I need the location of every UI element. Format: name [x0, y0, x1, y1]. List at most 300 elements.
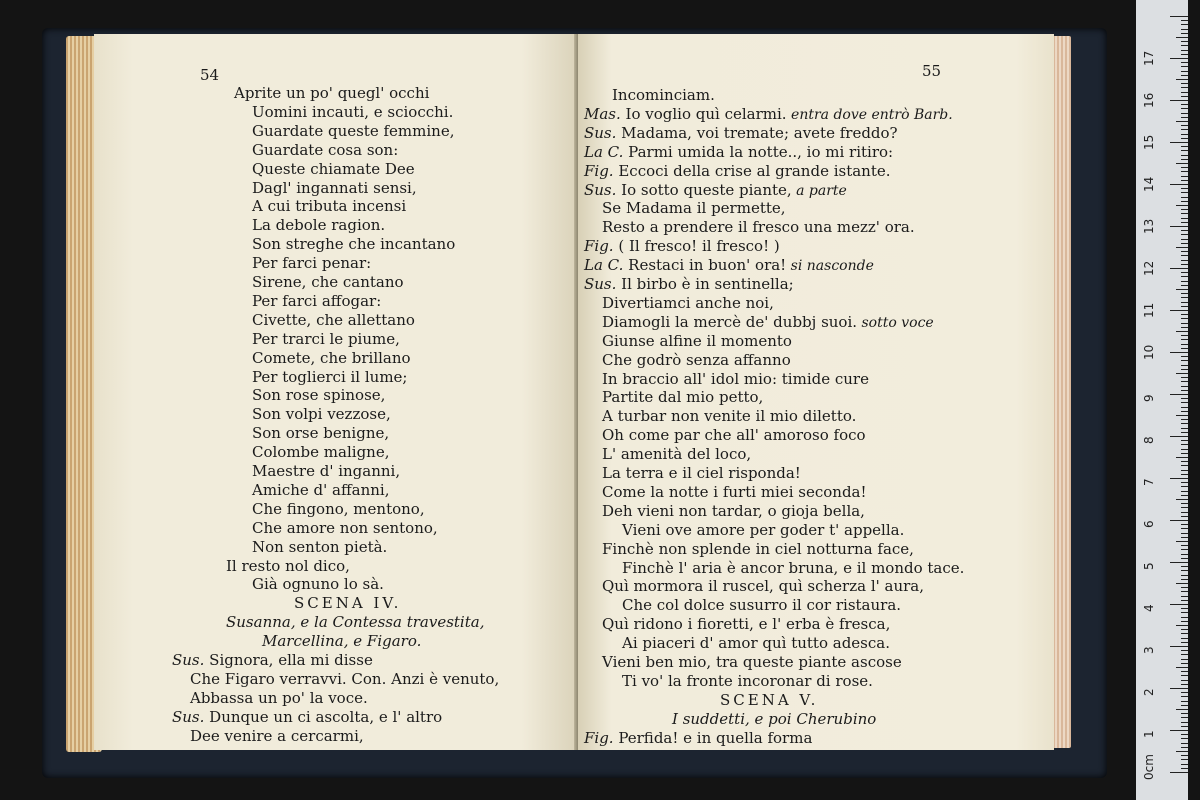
left-page-line	[252, 424, 389, 442]
ruler-tick	[1181, 675, 1188, 676]
line-text: Io sotto queste piante,	[621, 180, 792, 199]
ruler-label: 2	[1142, 688, 1156, 696]
ruler-tick	[1181, 276, 1188, 277]
left-page-line	[252, 197, 406, 215]
ruler-tick	[1181, 201, 1188, 202]
ruler-tick	[1181, 218, 1188, 219]
right-page-line	[584, 275, 794, 293]
speaker-name: Sus.	[584, 275, 622, 293]
ruler-tick	[1170, 520, 1188, 521]
ruler-tick	[1181, 717, 1188, 718]
ruler-tick	[1181, 234, 1188, 235]
ruler-tick	[1176, 289, 1188, 290]
ruler-tick	[1181, 386, 1188, 387]
line-text: In braccio all' idol mio: timide cure	[602, 369, 869, 388]
ruler-label: 12	[1142, 260, 1156, 276]
ruler-tick	[1181, 608, 1188, 609]
ruler-tick	[1181, 423, 1188, 424]
line-text: Parmi umida la notte.., io mi ritiro:	[628, 142, 894, 161]
ruler-tick	[1181, 192, 1188, 193]
ruler-tick	[1181, 654, 1188, 655]
line-text: Che amore non sentono,	[252, 518, 438, 537]
ruler-tick	[1181, 545, 1188, 546]
right-page-line	[622, 634, 890, 652]
ruler-tick	[1181, 272, 1188, 273]
ruler-tick	[1181, 486, 1188, 487]
right-page-line	[584, 181, 847, 200]
ruler-tick	[1181, 54, 1188, 55]
ruler-tick	[1181, 360, 1188, 361]
line-text: Come la notte i furti miei seconda!	[602, 482, 867, 501]
stage-direction: a parte	[791, 182, 847, 199]
ruler-tick	[1181, 302, 1188, 303]
ruler-tick	[1181, 171, 1188, 172]
left-page-line	[294, 594, 401, 612]
line-text: Son volpi vezzose,	[252, 405, 391, 424]
ruler-tick	[1181, 701, 1188, 702]
right-page-line	[602, 294, 774, 312]
ruler-tick	[1170, 478, 1188, 479]
left-page-line	[252, 575, 384, 593]
left-page-line	[252, 481, 389, 499]
speaker-name: Mas.	[584, 104, 626, 123]
right-page-number: 55	[922, 62, 942, 80]
line-text: La debole ragion.	[252, 216, 386, 235]
left-page-line	[252, 103, 453, 121]
ruler-tick	[1181, 402, 1188, 403]
right-page-line	[584, 124, 898, 142]
ruler-tick	[1176, 79, 1188, 80]
ruler-tick	[1181, 734, 1188, 735]
ruler-tick	[1181, 323, 1188, 324]
ruler-tick	[1181, 461, 1188, 462]
line-text: Vieni ove amore per goder t' appella.	[622, 520, 905, 539]
ruler-tick	[1181, 243, 1188, 244]
ruler-tick	[1181, 696, 1188, 697]
ruler-label: 6	[1142, 520, 1156, 528]
right-page-line	[622, 596, 901, 614]
ruler-tick	[1181, 566, 1188, 567]
ruler-tick	[1181, 365, 1188, 366]
ruler-tick	[1176, 205, 1188, 206]
left-page-line	[252, 349, 411, 367]
left-page-line	[252, 122, 454, 140]
speaker-name: Fig.	[584, 161, 619, 180]
ruler-tick	[1181, 503, 1188, 504]
line-text: A cui tributa incensi	[252, 197, 407, 216]
ruler-tick	[1170, 352, 1188, 353]
ruler-label: 14	[1142, 176, 1156, 192]
ruler-tick	[1181, 633, 1188, 634]
ruler-tick	[1181, 743, 1188, 744]
ruler-tick	[1181, 558, 1188, 559]
ruler-label: 16	[1142, 92, 1156, 108]
left-page-line	[252, 462, 400, 480]
stage-direction: sotto voce	[857, 314, 934, 331]
ruler-tick	[1176, 667, 1188, 668]
left-page-line	[226, 613, 484, 631]
ruler-tick	[1181, 650, 1188, 651]
ruler-tick	[1181, 533, 1188, 534]
left-page-line	[172, 708, 442, 726]
ruler-label: 0cm	[1142, 754, 1156, 780]
right-page-line	[622, 672, 873, 690]
line-text: Perfida! e in quella forma	[618, 728, 813, 747]
ruler-tick	[1181, 318, 1188, 319]
right-page-line	[602, 483, 867, 501]
left-page-line	[252, 292, 381, 310]
left-page-line	[262, 632, 421, 650]
stage-direction: si nasconde	[786, 258, 874, 275]
ruler-tick	[1181, 188, 1188, 189]
right-page-line	[622, 521, 904, 539]
ruler-tick	[1181, 75, 1188, 76]
ruler-label: 7	[1142, 478, 1156, 486]
right-page-line	[584, 729, 812, 747]
right-page-line	[602, 388, 763, 406]
right-page-line	[602, 653, 902, 671]
left-page-line	[234, 84, 429, 102]
ruler-tick	[1170, 646, 1188, 647]
ruler-tick	[1170, 16, 1188, 17]
ruler-tick	[1181, 554, 1188, 555]
right-page-line	[602, 426, 866, 444]
right-page-line	[602, 218, 915, 236]
ruler-tick	[1181, 591, 1188, 592]
left-page-line	[252, 386, 385, 404]
ruler-tick	[1181, 381, 1188, 382]
ruler-tick	[1170, 562, 1188, 563]
left-page-line	[252, 235, 455, 253]
line-text: La terra e il ciel risponda!	[602, 464, 801, 482]
ruler-tick	[1181, 692, 1188, 693]
line-text: I suddetti, e poi Cherubino	[672, 709, 877, 728]
ruler-tick	[1181, 155, 1188, 156]
ruler-tick	[1181, 600, 1188, 601]
ruler-tick	[1181, 29, 1188, 30]
line-text: Deh vieni non tardar, o gioja bella,	[602, 501, 865, 520]
left-page	[94, 34, 580, 750]
ruler-tick	[1181, 617, 1188, 618]
ruler-tick	[1181, 638, 1188, 639]
left-page-line	[252, 311, 415, 329]
right-page-line	[622, 559, 964, 577]
left-page-line	[252, 538, 387, 556]
line-text: Giunse alfine il momento	[602, 331, 792, 350]
ruler-tick	[1170, 58, 1188, 59]
ruler-tick	[1181, 293, 1188, 294]
stage-direction: entra dove entrò Barb.	[786, 106, 953, 123]
right-page-line	[602, 577, 924, 595]
speaker-name: La C.	[584, 142, 629, 161]
ruler-tick	[1176, 415, 1188, 416]
right-page-line	[720, 691, 818, 709]
line-text: A turbar non venite il mio diletto.	[602, 407, 857, 426]
ruler-tick	[1181, 449, 1188, 450]
line-text: Per toglierci il lume;	[252, 367, 408, 386]
ruler-tick	[1181, 512, 1188, 513]
right-page-line	[602, 502, 865, 520]
right-page	[578, 34, 1054, 750]
ruler-tick	[1181, 45, 1188, 46]
right-page-line	[602, 615, 890, 633]
line-text: Marcellina, e Figaro.	[262, 632, 422, 651]
ruler-tick	[1181, 251, 1188, 252]
line-text: Dunque un ci ascolta, e l' altro	[209, 707, 443, 726]
ruler-tick	[1181, 432, 1188, 433]
ruler-tick	[1170, 394, 1188, 395]
left-page-line	[252, 160, 415, 178]
line-text: Partite dal mio petto,	[602, 388, 764, 407]
right-page-line	[602, 313, 934, 332]
ruler-tick	[1181, 92, 1188, 93]
left-page-line	[252, 405, 391, 423]
left-page-line	[252, 368, 407, 386]
line-text: Madama, voi tremate; avete freddo?	[621, 123, 898, 142]
line-text: Eccoci della crise al grande istante.	[618, 161, 891, 180]
ruler-tick	[1181, 306, 1188, 307]
speaker-name: Fig.	[584, 237, 619, 256]
line-text: Abbassa un po' la voce.	[190, 688, 368, 707]
ruler-tick	[1181, 684, 1188, 685]
line-text: L' amenità del loco,	[602, 445, 752, 464]
ruler-tick	[1176, 751, 1188, 752]
line-text: Per farci penar:	[252, 254, 372, 273]
right-page-line	[602, 464, 801, 482]
speaker-name: La C.	[584, 256, 629, 275]
ruler-tick	[1181, 516, 1188, 517]
ruler-tick	[1181, 125, 1188, 126]
ruler-tick	[1181, 134, 1188, 135]
line-text: SCENA IV.	[294, 594, 402, 613]
left-page-line	[252, 519, 438, 537]
line-text: SCENA V.	[720, 690, 819, 709]
ruler-tick	[1181, 344, 1188, 345]
line-text: Son orse benigne,	[252, 424, 390, 443]
right-page-line	[602, 370, 869, 388]
line-text: Divertiamci anche noi,	[602, 293, 774, 312]
ruler-tick	[1181, 713, 1188, 714]
ruler-tick	[1181, 66, 1188, 67]
right-page-line	[584, 237, 780, 255]
line-text: Già ognuno lo sà.	[252, 575, 384, 594]
left-page-line	[172, 651, 373, 669]
line-text: Restaci in buon' ora!	[628, 256, 787, 275]
ruler-tick	[1181, 255, 1188, 256]
ruler-tick	[1181, 33, 1188, 34]
ruler-label: 3	[1142, 646, 1156, 654]
line-text: Incominciam.	[612, 86, 715, 104]
left-page-line	[252, 273, 404, 291]
ruler-tick	[1170, 310, 1188, 311]
ruler-tick	[1176, 625, 1188, 626]
left-page-line	[252, 141, 398, 159]
ruler-tick	[1181, 528, 1188, 529]
ruler-tick	[1181, 335, 1188, 336]
line-text: Ai piaceri d' amor quì tutto adesca.	[622, 634, 890, 653]
ruler-tick	[1181, 759, 1188, 760]
ruler-tick	[1176, 709, 1188, 710]
ruler-tick	[1181, 264, 1188, 265]
ruler-tick	[1181, 104, 1188, 105]
line-text: Per trarci le piume,	[252, 329, 400, 348]
ruler-tick	[1181, 398, 1188, 399]
line-text: Quì mormora il ruscel, quì scherza l' aura,	[602, 577, 925, 596]
right-page-line	[602, 445, 751, 463]
ruler-tick	[1181, 62, 1188, 63]
ruler-tick	[1181, 369, 1188, 370]
ruler-tick	[1181, 537, 1188, 538]
speaker-name: Sus.	[172, 651, 210, 669]
ruler-tick	[1181, 764, 1188, 765]
left-page-line	[190, 727, 364, 745]
ruler-tick	[1181, 671, 1188, 672]
ruler-tick	[1181, 629, 1188, 630]
ruler-tick	[1181, 587, 1188, 588]
line-text: Quì ridono i fioretti, e l' erba è fresca,	[602, 615, 891, 634]
ruler-tick	[1181, 113, 1188, 114]
right-page-line	[584, 256, 874, 275]
line-text: Guardate cosa son:	[252, 140, 399, 159]
ruler-tick	[1181, 390, 1188, 391]
line-text: Uomini incauti, e sciocchi.	[252, 102, 454, 121]
ruler-tick	[1181, 642, 1188, 643]
ruler-tick	[1181, 176, 1188, 177]
line-text: Io voglio quì celarmi.	[625, 104, 787, 123]
ruler-tick	[1181, 705, 1188, 706]
line-text: Queste chiamate Dee	[252, 159, 415, 178]
ruler-tick	[1181, 159, 1188, 160]
ruler-tick	[1181, 419, 1188, 420]
ruler-tick	[1170, 730, 1188, 731]
ruler-tick	[1181, 50, 1188, 51]
ruler-tick	[1181, 71, 1188, 72]
line-text: Diamogli la mercè de' dubbj suoi.	[602, 312, 858, 331]
ruler-tick	[1181, 96, 1188, 97]
line-text: Civette, che allettano	[252, 310, 415, 329]
ruler-tick	[1170, 688, 1188, 689]
right-page-line	[612, 86, 715, 104]
ruler-tick	[1181, 407, 1188, 408]
ruler-tick	[1170, 226, 1188, 227]
line-text: Il resto nol dico,	[226, 556, 350, 575]
right-page-line	[584, 105, 953, 124]
ruler-tick	[1181, 596, 1188, 597]
line-text: Colombe maligne,	[252, 443, 390, 462]
ruler-tick	[1181, 444, 1188, 445]
left-page-line	[252, 330, 400, 348]
ruler-tick	[1181, 209, 1188, 210]
ruler-tick	[1181, 524, 1188, 525]
ruler-tick	[1176, 247, 1188, 248]
ruler-label: 11	[1142, 302, 1156, 318]
ruler-tick	[1181, 549, 1188, 550]
line-text: Che fingono, mentono,	[252, 499, 425, 518]
line-text: Ti vo' la fronte incoronar di rose.	[622, 671, 873, 690]
ruler-tick	[1181, 465, 1188, 466]
ruler-tick	[1181, 230, 1188, 231]
line-text: Se Madama il permette,	[602, 199, 786, 218]
line-text: Aprite un po' quegl' occhi	[234, 84, 430, 102]
line-text: Dee venire a cercarmi,	[190, 726, 364, 745]
speaker-name: Sus.	[172, 707, 210, 726]
left-page-line	[252, 254, 371, 272]
line-text: Susanna, e la Contessa travestita,	[226, 613, 485, 632]
line-text: Finchè non splende in ciel notturna face,	[602, 539, 914, 558]
line-text: Il birbo è in sentinella;	[621, 275, 794, 293]
ruler-tick	[1181, 747, 1188, 748]
ruler-tick	[1181, 87, 1188, 88]
measuring-ruler	[1136, 0, 1188, 800]
ruler-tick	[1181, 722, 1188, 723]
left-page-line	[190, 670, 499, 688]
ruler-tick	[1181, 180, 1188, 181]
ruler-label: 5	[1142, 562, 1156, 570]
ruler-tick	[1176, 373, 1188, 374]
ruler-tick	[1181, 83, 1188, 84]
line-text: Guardate queste femmine,	[252, 121, 455, 140]
line-text: Maestre d' inganni,	[252, 462, 401, 480]
ruler-label: 4	[1142, 604, 1156, 612]
right-page-line	[602, 332, 792, 350]
line-text: Oh come par che all' amoroso foco	[602, 426, 866, 445]
ruler-tick	[1181, 482, 1188, 483]
left-page-line	[252, 179, 417, 197]
ruler-tick	[1176, 331, 1188, 332]
ruler-tick	[1181, 260, 1188, 261]
line-text: Sirene, che cantano	[252, 273, 404, 291]
left-page-line	[252, 216, 385, 234]
ruler-tick	[1181, 621, 1188, 622]
left-page-line	[190, 689, 368, 707]
ruler-tick	[1181, 339, 1188, 340]
ruler-tick	[1170, 142, 1188, 143]
line-text: Comete, che brillano	[252, 348, 411, 367]
ruler-tick	[1181, 197, 1188, 198]
ruler-tick	[1181, 146, 1188, 147]
ruler-tick	[1170, 604, 1188, 605]
ruler-tick	[1170, 436, 1188, 437]
ruler-tick	[1181, 768, 1188, 769]
ruler-tick	[1181, 222, 1188, 223]
ruler-tick	[1181, 117, 1188, 118]
ruler-tick	[1181, 755, 1188, 756]
ruler-tick	[1181, 327, 1188, 328]
line-text: Amiche d' affanni,	[252, 480, 390, 499]
ruler-tick	[1181, 453, 1188, 454]
line-text: Che Figaro verravvi. Con. Anzi è venuto,	[190, 669, 500, 688]
right-page-line	[602, 407, 856, 425]
ruler-label: 17	[1142, 50, 1156, 66]
ruler-label: 13	[1142, 218, 1156, 234]
ruler-tick	[1181, 348, 1188, 349]
ruler-tick	[1181, 285, 1188, 286]
ruler-tick	[1181, 108, 1188, 109]
line-text: Son streghe che incantano	[252, 235, 456, 254]
ruler-tick	[1181, 213, 1188, 214]
ruler-tick	[1181, 356, 1188, 357]
ruler-tick	[1181, 129, 1188, 130]
ruler-tick	[1176, 121, 1188, 122]
ruler-tick	[1181, 297, 1188, 298]
line-text: Son rose spinose,	[252, 386, 386, 405]
ruler-tick	[1181, 138, 1188, 139]
ruler-tick	[1176, 541, 1188, 542]
ruler-label: 8	[1142, 436, 1156, 444]
ruler-tick	[1176, 163, 1188, 164]
line-text: ( Il fresco! il fresco! )	[618, 237, 780, 256]
ruler-label: 10	[1142, 344, 1156, 360]
